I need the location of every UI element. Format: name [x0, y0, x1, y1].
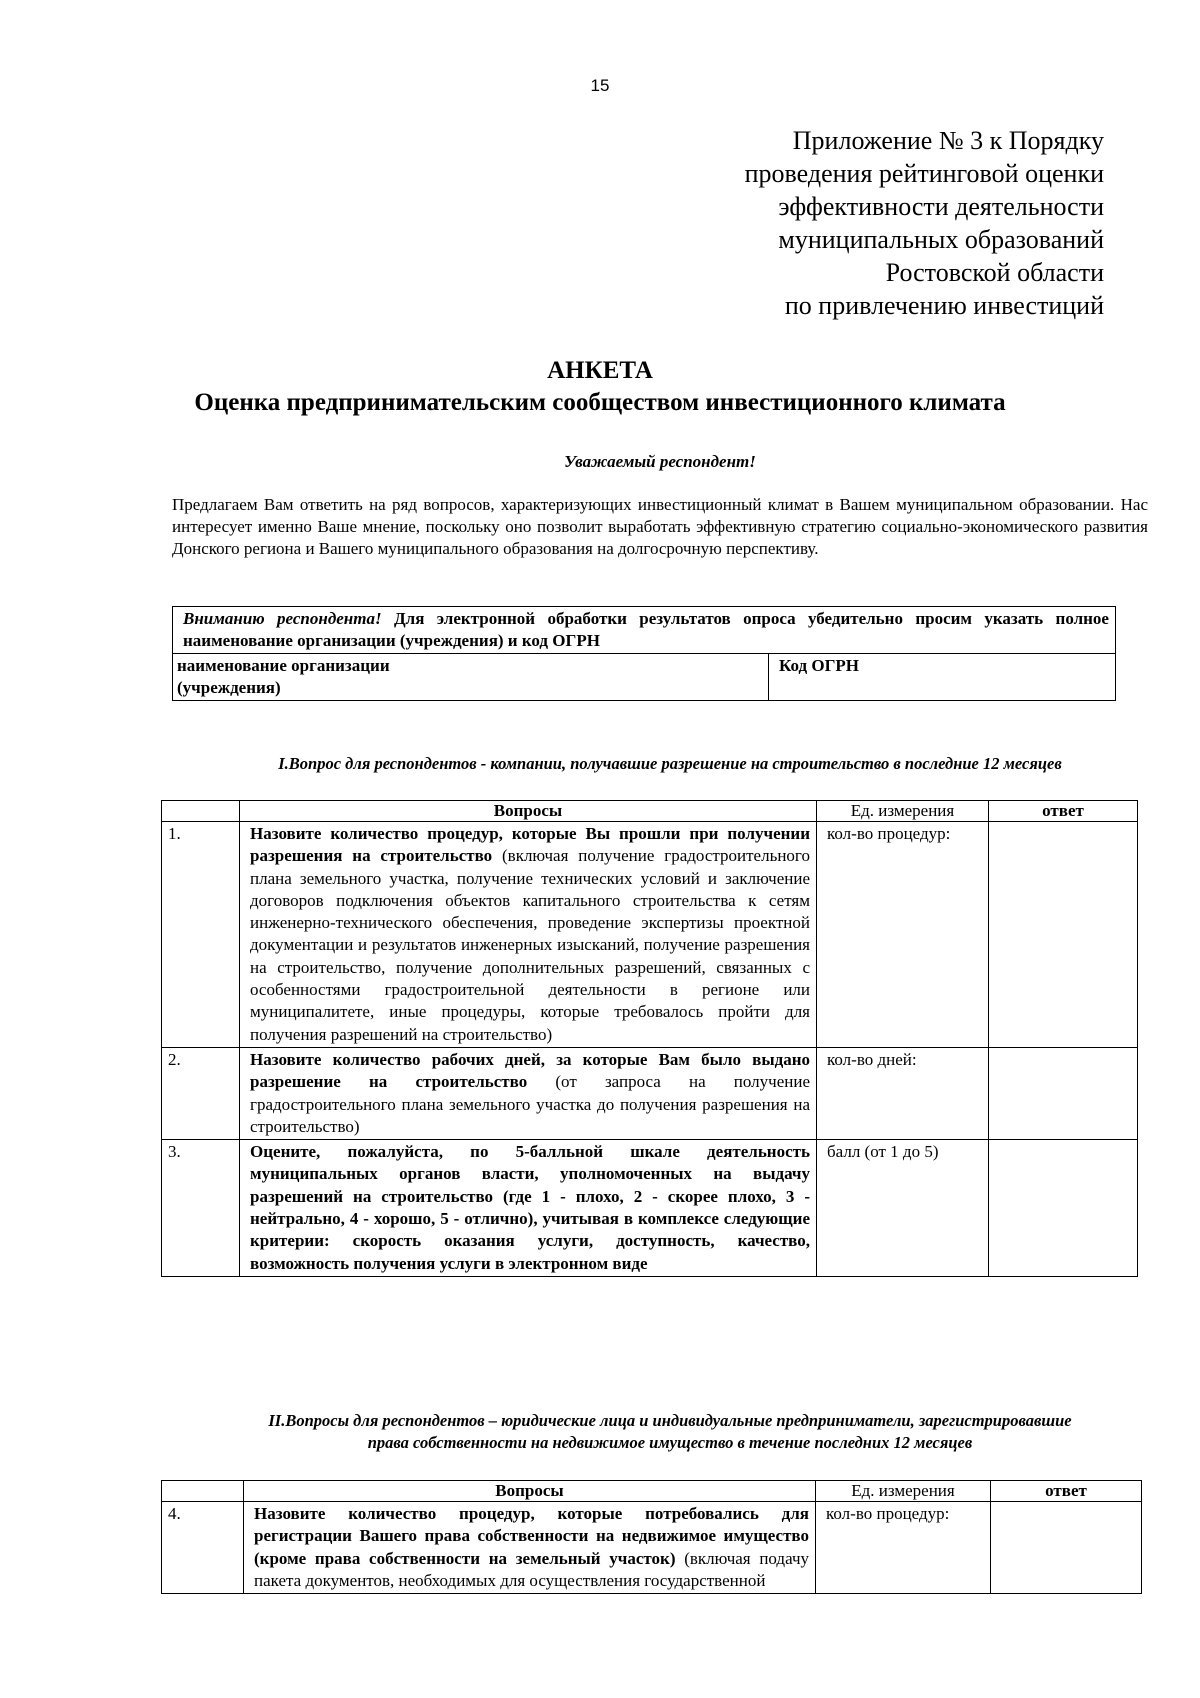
table-row [162, 1047, 1138, 1139]
appendix-line: проведения рейтинговой оценки [744, 159, 1104, 188]
respondent-notice-table [172, 606, 1116, 701]
num-header [162, 1481, 244, 1502]
appendix-line: эффективности деятельности [778, 192, 1104, 221]
unit-header: Ед. измерения [817, 801, 989, 822]
question-header: Вопросы [240, 801, 817, 822]
salutation: Уважаемый респондент! [564, 452, 756, 471]
section-1-heading: I.Вопрос для респондентов - компании, получавшие разрешение на строительство в последние 12 месяцев [278, 754, 1062, 773]
question-number: 4. [162, 1502, 244, 1594]
question-number: 3. [162, 1140, 240, 1277]
notice-lead: Вниманию респондента! [183, 609, 382, 628]
notice-text: Для электронной обработки результатов опроса убедительно просим указать полное наименование организации (учреждения) и код ОГРН [183, 609, 1109, 650]
unit-cell: кол-во процедур: [817, 822, 989, 1048]
appendix-line: по привлечению инвестиций [784, 291, 1104, 320]
ogrn-label: Код ОГРН [779, 656, 859, 675]
page-number: 15 [590, 76, 610, 95]
question-text: Назовите количество рабочих дней, за которые Вам было выдано разрешение на строительство (от запроса на получение градостроительного плана земельного участка до получения разрешения на строительство) [240, 1047, 817, 1139]
appendix-line: Приложение № 3 к Порядку [792, 126, 1104, 155]
section-2-heading-line: II.Вопросы для респондентов – юридические лица и индивидуальные предприниматели, зарегистрировавшие [268, 1411, 1072, 1430]
answer-cell[interactable] [989, 1047, 1138, 1139]
document-title-block [0, 355, 1200, 419]
question-number: 1. [162, 822, 240, 1048]
unit-cell: кол-во дней: [817, 1047, 989, 1139]
answer-header: ответ [991, 1481, 1142, 1502]
unit-cell: кол-во процедур: [816, 1502, 991, 1594]
table-row [162, 1502, 1142, 1594]
appendix-reference [544, 124, 1104, 322]
notice-cell [173, 607, 1116, 654]
appendix-line: Ростовской области [885, 258, 1104, 287]
question-text: Назовите количество процедур, которые Вы прошли при получении разрешения на строительство (включая получение градостроительного плана земельного участка, получение технических условий и заключение договоров подключения объектов капитального строительства к сетям инженерно-технического обеспечения, проведение экспертизы проектной документации и результатов инженерных изысканий, получение разрешения на строительство, получение дополнительных разрешений, связанных с особенностями градостроительной деятельности в регионе или муниципалитете, иные процедуры, которые требовалось пройти для получения разрешений на строительство) [240, 822, 817, 1048]
question-text: Назовите количество процедур, которые потребовались для регистрации Вашего права собственности на недвижимое имущество (кроме права собственности на земельный участок) (включая подачу пакета документов, необходимых для осуществления государственной [244, 1502, 816, 1594]
unit-cell: балл (от 1 до 5) [817, 1140, 989, 1277]
unit-header: Ед. измерения [816, 1481, 991, 1502]
section-2-heading [0, 1410, 1200, 1454]
answer-cell[interactable] [991, 1502, 1142, 1594]
section-1-table [161, 800, 1138, 1277]
question-text: Оцените, пожалуйста, по 5-балльной шкале деятельность муниципальных органов власти, уполномоченных на выдачу разрешений на строительство (где 1 - плохо, 2 - скорее плохо, 3 - нейтрально, 4 - хорошо, 5 - отлично), учитывая в комплексе следующие критерии: скорость оказания услуги, доступность, качество, возможность получения услуги в электронном виде [240, 1140, 817, 1277]
intro-paragraph: Предлагаем Вам ответить на ряд вопросов, характеризующих инвестиционный климат в Вашем муниципальном образовании. Нас интересует именно Ваше мнение, поскольку оно позволит выработать эффективную стратегию социально-экономического развития Донского региона и Вашего муниципального образования на долгосрочную перспективу. [172, 495, 1148, 558]
org-name-label: (учреждения) [177, 678, 281, 697]
num-header [162, 801, 240, 822]
ogrn-field[interactable] [769, 654, 1116, 701]
answer-header: ответ [989, 801, 1138, 822]
section-2-table [161, 1480, 1142, 1594]
document-subtitle: Оценка предпринимательским сообществом инвестиционного климата [194, 389, 1006, 416]
question-header: Вопросы [244, 1481, 816, 1502]
table-row [162, 1140, 1138, 1277]
table-header-row [162, 1481, 1142, 1502]
document-title: АНКЕТА [547, 357, 653, 384]
answer-cell[interactable] [989, 1140, 1138, 1277]
question-number: 2. [162, 1047, 240, 1139]
table-header-row [162, 801, 1138, 822]
appendix-line: муниципальных образований [778, 225, 1104, 254]
section-2-heading-line: права собственности на недвижимое имущество в течение последних 12 месяцев [367, 1433, 973, 1452]
table-row [162, 822, 1138, 1048]
org-name-field[interactable] [173, 654, 769, 701]
org-name-label: наименование организации [177, 656, 390, 675]
answer-cell[interactable] [989, 822, 1138, 1048]
